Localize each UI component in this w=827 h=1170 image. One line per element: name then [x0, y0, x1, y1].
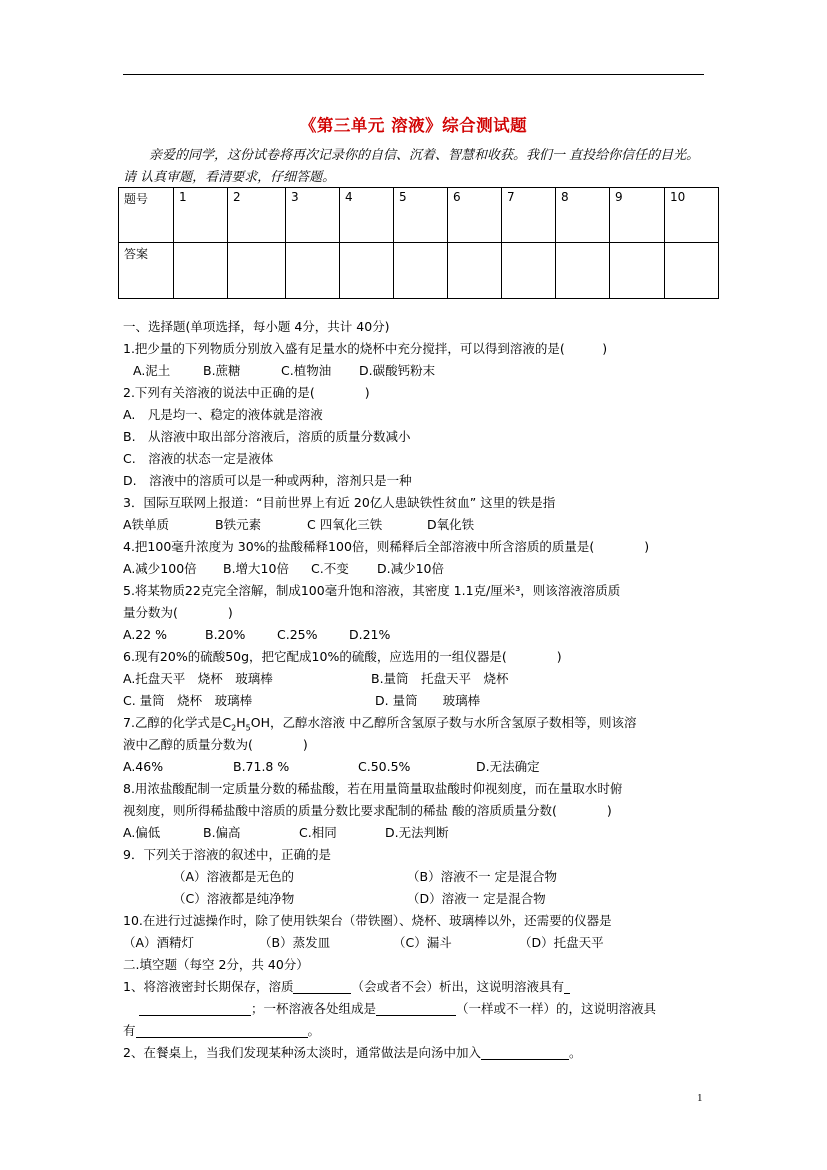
fill-question-cont — [123, 1020, 733, 1042]
table-cell-number: 6 — [448, 188, 502, 243]
answer-cell[interactable] — [502, 243, 556, 299]
option: A.减少100倍 — [123, 561, 197, 576]
question-stem: 3．国际互联网上报道：“目前世界上有近 20亿人患缺铁性贫血” 这里的铁是指 — [123, 495, 556, 510]
option: D. 溶液中的溶质可以是一种或两种，溶剂只是一种 — [123, 473, 412, 488]
option: D.碳酸钙粉末 — [359, 363, 436, 378]
fill-text: 1、将溶液密封长期保存，溶质 — [123, 979, 294, 994]
answer-cell[interactable] — [665, 243, 719, 299]
q7-text: H — [236, 715, 246, 730]
subscript: 5 — [245, 723, 251, 733]
fill-text: 2、在餐桌上，当我们发现某种汤太淡时，通常做法是向汤中加入 — [123, 1045, 481, 1060]
answer-cell[interactable] — [340, 243, 394, 299]
answer-table — [118, 187, 719, 299]
option: A.46% — [123, 759, 164, 774]
option: C.50.5% — [358, 759, 411, 774]
answer-cell[interactable] — [448, 243, 502, 299]
option: （B）溶液不一 定是混合物 — [407, 869, 558, 884]
option: C.植物油 — [281, 363, 332, 378]
subscript: 2 — [231, 723, 237, 733]
page-number: 1 — [697, 1092, 703, 1104]
q7-text: OH，乙醇水溶液 中乙醇所含氢原子数与水所含氢原子数相等，则该溶 — [250, 715, 637, 730]
option: （D）托盘天平 — [519, 935, 604, 950]
option: B.蔗糖 — [203, 363, 241, 378]
answer-blank[interactable] — [136, 1023, 308, 1038]
question-stem: 2.下列有关溶液的说法中正确的是( ) — [123, 385, 370, 400]
option: （A）溶液都是无色的 — [173, 869, 295, 884]
question-stem: 5.将某物质22克完全溶解，制成100毫升饱和溶液，其密度 1.1克/厘米³，则该溶液溶质质 — [123, 583, 621, 598]
table-cell-number: 1 — [174, 188, 228, 243]
option: A.泥土 — [133, 363, 171, 378]
fill-text: （会或者不会）析出，这说明溶液具有 — [351, 979, 564, 994]
question-stem-cont: 液中乙醇的质量分数为( ) — [123, 737, 308, 752]
question-stem: 8.用浓盐酸配制一定质量分数的稀盐酸，若在用量筒量取盐酸时仰视刻度，而在量取水时俯 — [123, 781, 623, 796]
table-cell-number: 3 — [286, 188, 340, 243]
option: （B）蒸发皿 — [259, 935, 331, 950]
table-cell-number: 2 — [228, 188, 286, 243]
page-title: 《第三单元 溶液》综合测试题 — [299, 116, 528, 135]
option: B.量筒 托盘天平 烧杯 — [371, 671, 509, 686]
option: D氧化铁 — [427, 517, 475, 532]
answer-blank[interactable] — [293, 979, 351, 994]
question-options — [123, 360, 733, 382]
option: （C）溶液都是纯净物 — [173, 891, 295, 906]
intro-paragraph: 亲爱的同学，这份试卷将再次记录你的自信、沉着、智慧和收获。我们一 直投给你信任的目光。请 认真审题，看清要求，仔细答题。 — [123, 148, 700, 185]
fill-question — [123, 1042, 733, 1064]
table-header-answer: 答案 — [119, 243, 174, 299]
option: C. 溶液的状态一定是液体 — [123, 451, 274, 466]
fill-question — [123, 976, 733, 998]
table-cell-number: 9 — [610, 188, 665, 243]
fill-text: ；一杯溶液各处组成是 — [251, 1001, 377, 1016]
fill-text: 。 — [568, 1045, 582, 1060]
question-stem: 6.现有20%的硫酸50g，把它配成10%的硫酸，应选用的一组仪器是( ) — [123, 649, 562, 664]
question-options — [123, 756, 733, 778]
question-stem: 4.把100毫升浓度为 30%的盐酸稀释100倍，则稀释后全部溶液中所含溶质的质量是( ) — [123, 539, 650, 554]
question-options — [123, 558, 733, 580]
option: B. 从溶液中取出部分溶液后，溶质的质量分数减小 — [123, 429, 411, 444]
question-stem: 9．下列关于溶液的叙述中，正确的是 — [123, 847, 331, 862]
table-cell-number: 8 — [556, 188, 610, 243]
option: A.偏低 — [123, 825, 161, 840]
option: D.无法判断 — [385, 825, 449, 840]
answer-cell[interactable] — [174, 243, 228, 299]
option: （A）酒精灯 — [123, 935, 195, 950]
section-heading: 二.填空题（每空 2分，共 40分） — [123, 957, 309, 972]
option: B.偏高 — [203, 825, 241, 840]
option: B.71.8 % — [233, 759, 290, 774]
option: D.无法确定 — [476, 759, 540, 774]
question-stem: 1.把少量的下列物质分别放入盛有足量水的烧杯中充分搅拌，可以得到溶液的是( ) — [123, 341, 608, 356]
option: B.增大10倍 — [223, 561, 289, 576]
option: A.22 % — [123, 627, 168, 642]
question-options — [123, 822, 733, 844]
question-options — [123, 624, 733, 646]
table-cell-number: 5 — [394, 188, 448, 243]
fill-text: 。 — [307, 1023, 321, 1038]
option: C.25% — [277, 627, 318, 642]
table-cell-number: 10 — [665, 188, 719, 243]
question-body — [123, 316, 733, 1064]
option: A.托盘天平 烧杯 玻璃棒 — [123, 671, 273, 686]
option: C 四氧化三铁 — [307, 517, 383, 532]
answer-cell[interactable] — [394, 243, 448, 299]
answer-blank[interactable] — [139, 1001, 251, 1016]
question-stem — [123, 712, 733, 734]
q7-text: 7.乙醇的化学式是C — [123, 715, 232, 730]
option: A. 凡是均一、稳定的液体就是溶液 — [123, 407, 323, 422]
answer-cell[interactable] — [228, 243, 286, 299]
header-rule — [123, 74, 704, 75]
answer-cell[interactable] — [556, 243, 610, 299]
question-options — [123, 932, 733, 954]
question-stem: 10.在进行过滤操作时，除了使用铁架台（带铁圈）、烧杯、玻璃棒以外，还需要的仪器是 — [123, 913, 612, 928]
fill-text: 有 — [123, 1023, 136, 1038]
question-stem-cont: 视刻度，则所得稀盐酸中溶质的质量分数比要求配制的稀盐 酸的溶质质量分数( ) — [123, 803, 612, 818]
answer-cell[interactable] — [286, 243, 340, 299]
section-heading: 一、选择题(单项选择，每小题 4分，共计 40分) — [123, 319, 390, 334]
option: B铁元素 — [215, 517, 262, 532]
question-options — [123, 514, 733, 536]
fill-question-cont — [123, 998, 733, 1020]
option: （D）溶液一 定是混合物 — [407, 891, 546, 906]
question-stem-cont: 量分数为( ) — [123, 605, 233, 620]
question-options — [123, 690, 733, 712]
question-options — [123, 668, 733, 690]
table-cell-number: 7 — [502, 188, 556, 243]
option: C.相同 — [299, 825, 337, 840]
answer-blank[interactable] — [481, 1045, 569, 1060]
option: A铁单质 — [123, 517, 170, 532]
question-options — [123, 866, 733, 888]
option: B.20% — [205, 627, 246, 642]
table-cell-number: 4 — [340, 188, 394, 243]
option: D.21% — [349, 627, 391, 642]
answer-cell[interactable] — [610, 243, 665, 299]
option: C.不变 — [311, 561, 349, 576]
option: C. 量筒 烧杯 玻璃棒 — [123, 693, 253, 708]
question-options — [123, 888, 733, 910]
option: D.减少10倍 — [377, 561, 445, 576]
fill-text: （一样或不一样）的，这说明溶液具 — [456, 1001, 657, 1016]
option: D. 量筒 玻璃棒 — [375, 693, 481, 708]
table-header-number: 题号 — [119, 188, 174, 243]
answer-blank[interactable] — [564, 979, 570, 994]
option: （C）漏斗 — [393, 935, 452, 950]
answer-blank[interactable] — [376, 1001, 456, 1016]
